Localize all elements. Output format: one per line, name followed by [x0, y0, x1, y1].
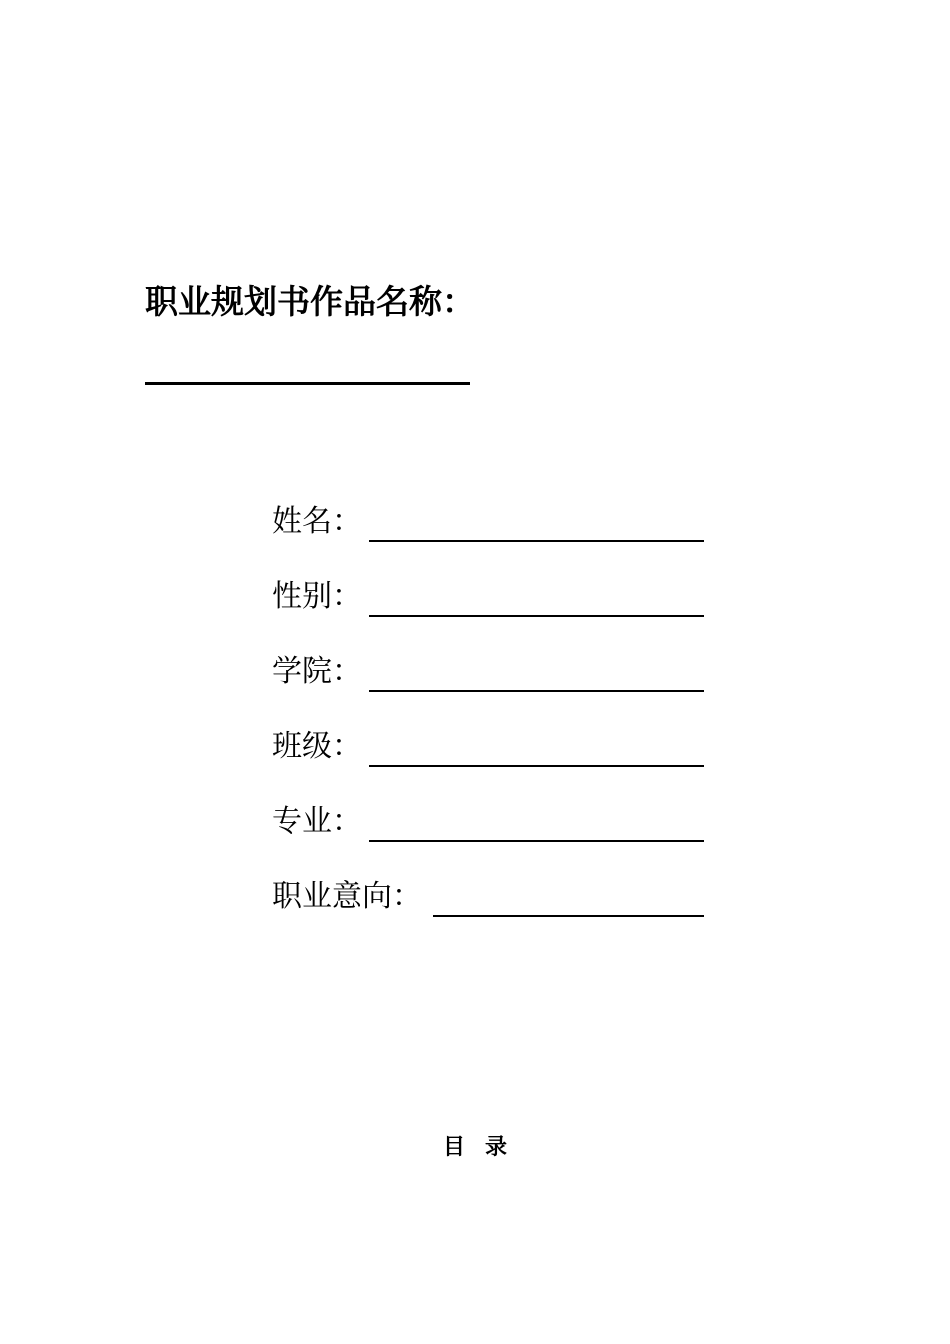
table-of-contents-heading: 目录	[442, 1134, 527, 1160]
field-name-label: 姓名：	[272, 504, 362, 539]
field-class-blank-line	[369, 765, 704, 767]
field-major	[272, 802, 704, 842]
field-career-intention-blank-line	[433, 915, 704, 917]
field-gender-label: 性别：	[272, 579, 362, 614]
field-career-intention	[272, 877, 704, 917]
field-college	[272, 652, 704, 692]
field-gender-blank-line	[369, 615, 704, 617]
work-title-blank-line	[145, 382, 470, 385]
field-major-label: 专业：	[272, 804, 362, 839]
work-title-label: 职业规划书作品名称：	[145, 282, 475, 321]
field-college-label: 学院：	[272, 654, 362, 689]
field-major-blank-line	[369, 840, 704, 842]
field-career-intention-label: 职业意向：	[272, 879, 422, 914]
field-name-blank-line	[369, 540, 704, 542]
field-class	[272, 727, 704, 767]
field-class-label: 班级：	[272, 729, 362, 764]
field-gender	[272, 577, 704, 617]
field-name	[272, 502, 704, 542]
field-college-blank-line	[369, 690, 704, 692]
